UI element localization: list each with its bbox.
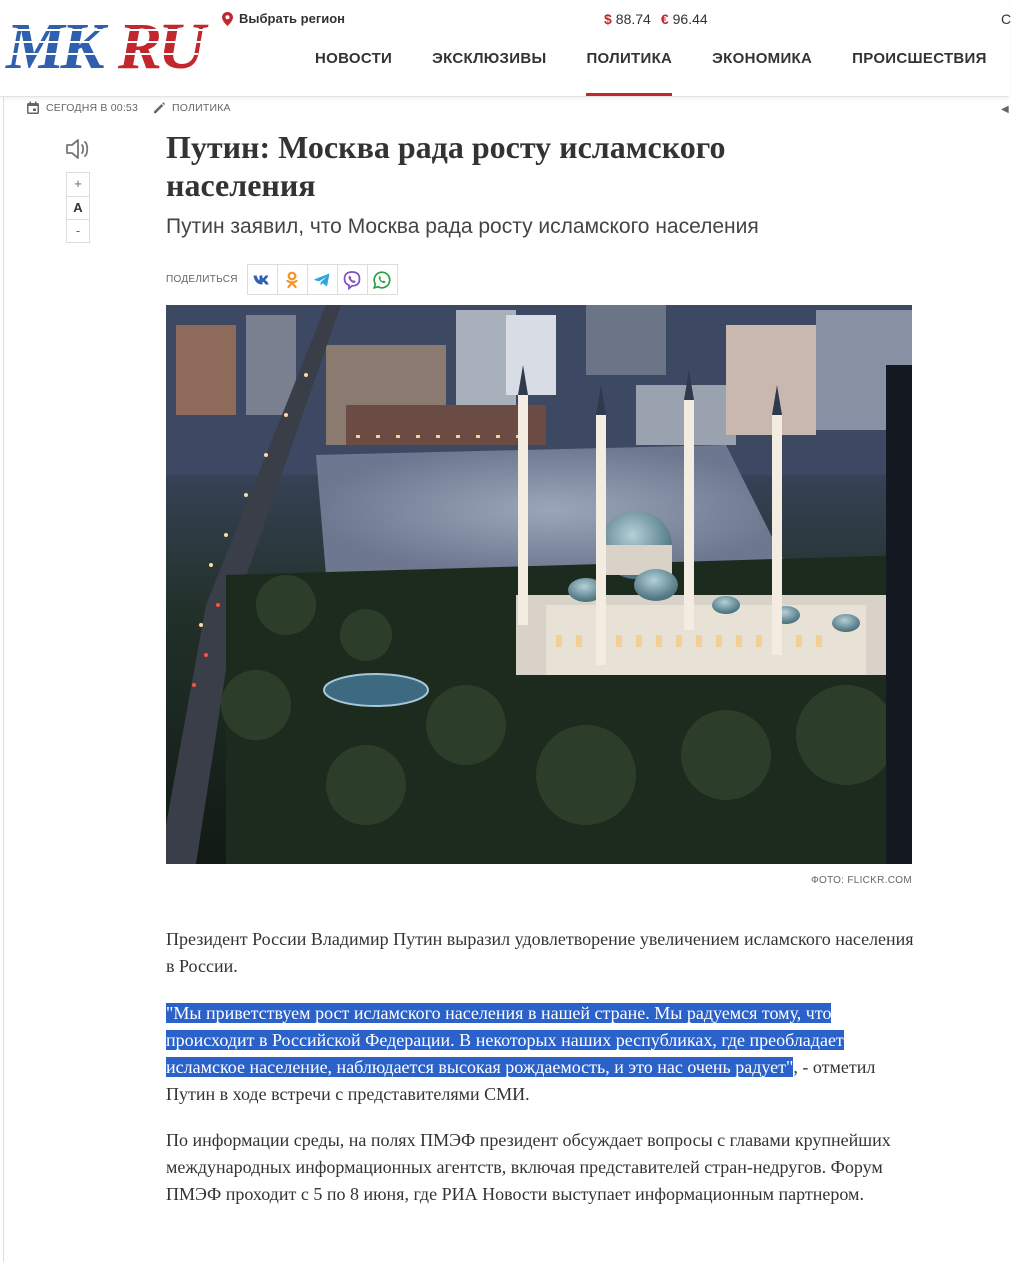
currency-rates bbox=[604, 11, 708, 27]
article-photo bbox=[166, 305, 912, 864]
ok-icon bbox=[282, 270, 302, 290]
highlighted-quote[interactable]: "Мы приветствуем рост исламского населения в нашей стране. Мы радуемся тому, что происходит в Российской Федерации. В некоторых наших республиках, где преобладает исламское население, наблюдается высокая рождаемость, и это нас очень радует" bbox=[166, 1003, 844, 1077]
nav-item-economy[interactable]: ЭКОНОМИКА bbox=[712, 50, 813, 67]
article-rubric[interactable]: ПОЛИТИКА bbox=[152, 101, 231, 115]
share-viber-button[interactable] bbox=[337, 264, 368, 295]
nav-item-incidents[interactable]: ПРОИСШЕСТВИЯ bbox=[852, 50, 987, 67]
viber-icon bbox=[342, 270, 362, 290]
share-whatsapp-button[interactable] bbox=[367, 264, 398, 295]
site-header bbox=[0, 0, 1009, 97]
quote-attribution: , - отметил Путин в ходе встречи с представителями СМИ. bbox=[166, 1057, 876, 1104]
region-selector[interactable] bbox=[222, 11, 345, 26]
nav-item-exclusives[interactable]: ЭКСКЛЮЗИВЫ bbox=[432, 50, 547, 67]
nav-item-politics[interactable]: ПОЛИТИКА bbox=[566, 50, 692, 96]
article-date: СЕГОДНЯ В 00:53 bbox=[26, 101, 138, 115]
vk-icon bbox=[252, 270, 272, 290]
font-increase-button[interactable]: + bbox=[74, 176, 82, 191]
mkru-logo[interactable] bbox=[6, 8, 216, 83]
page-left-border bbox=[3, 97, 4, 1262]
telegram-icon bbox=[312, 270, 332, 290]
mosque-night-photo bbox=[166, 305, 912, 864]
region-label: Выбрать регион bbox=[239, 11, 346, 26]
calendar-icon bbox=[26, 101, 40, 115]
svg-text:MK: MK bbox=[6, 10, 101, 83]
eur-rate: € 96.44 bbox=[660, 11, 708, 27]
font-reset-button[interactable]: A bbox=[67, 196, 89, 219]
header-cutoff-text: С bbox=[1001, 11, 1011, 27]
article-meta bbox=[26, 101, 231, 115]
whatsapp-icon bbox=[372, 270, 392, 290]
nav-item-news[interactable]: НОВОСТИ bbox=[315, 50, 393, 67]
article-title: Путин: Москва рада росту исламского населения bbox=[166, 129, 726, 203]
share-ok-button[interactable] bbox=[277, 264, 308, 295]
usd-rate: $ 88.74 bbox=[604, 11, 651, 27]
photo-credit: ФОТО: FLICKR.COM bbox=[811, 875, 912, 886]
share-bar bbox=[166, 264, 398, 295]
article-paragraph-2 bbox=[166, 1000, 916, 1108]
pencil-icon bbox=[152, 101, 166, 115]
svg-text:RU: RU bbox=[118, 10, 202, 83]
font-decrease-button[interactable]: - bbox=[67, 219, 89, 242]
speaker-icon[interactable] bbox=[64, 137, 92, 161]
main-nav bbox=[295, 50, 1007, 96]
article-paragraph-3: По информации среды, на полях ПМЭФ президент обсуждает вопросы с главами крупнейших международных информационных агентств, включая представителей стран-недругов. Форум ПМЭФ проходит с 5 по 8 июня, где РИА Новости выступает информационным партнером. bbox=[166, 1130, 891, 1204]
share-telegram-button[interactable] bbox=[307, 264, 338, 295]
font-size-controls bbox=[66, 172, 90, 243]
article-paragraph-1: Президент России Владимир Путин выразил удовлетворение увеличением исламского населения в России. bbox=[166, 929, 914, 976]
location-pin-icon bbox=[222, 12, 233, 26]
share-label: ПОДЕЛИТЬСЯ bbox=[166, 274, 238, 285]
chevron-left-icon[interactable]: ◀ bbox=[1001, 104, 1009, 115]
article-subtitle: Путин заявил, что Москва рада росту исламского населения bbox=[166, 215, 759, 238]
share-vk-button[interactable] bbox=[247, 264, 278, 295]
